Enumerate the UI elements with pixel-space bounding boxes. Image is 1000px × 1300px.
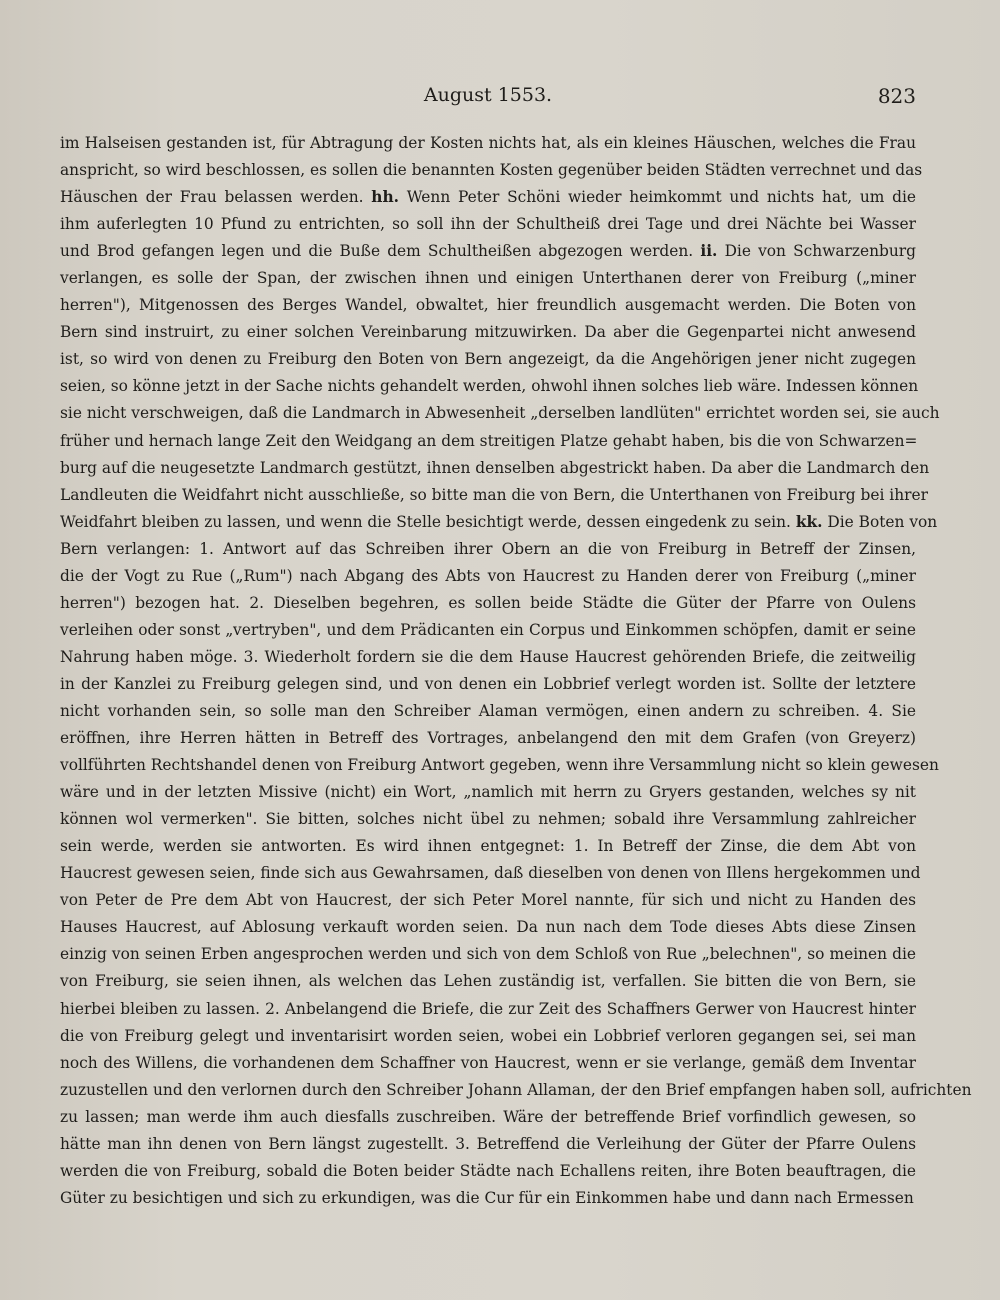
text-line [60,752,939,779]
text-line [60,292,916,319]
text-segment: ist, so wird von denen zu Freiburg den Boten von Bern angezeigt, da die Angehörigen jener nicht zugegen [60,350,916,369]
text-line [60,482,928,509]
text-line [60,536,916,563]
text-segment: noch des Willens, die vorhandenen dem Schaffner von Haucrest, wenn er sie verlange, gemäß dem Inventar [60,1053,916,1072]
text-segment: Landleuten die Weidfahrt nicht ausschließe, so bitte man die von Bern, die Unterthanen von Freiburg bei ihrer [60,485,928,504]
text-segment: und Brod gefangen legen und die Buße dem Schultheißen abgezogen werden. [60,242,701,261]
text-line [60,941,916,968]
text-segment: eröffnen, ihre Herren hätten in Betreff des Vortrages, anbelangend den mit dem Grafen (von Greyerz) [60,729,916,748]
text-line [60,157,923,184]
text-segment: werden die von Freiburg, sobald die Boten beider Städte nach Echallens reiten, ihre Boten beauftragen, die [60,1161,916,1180]
text-segment: herren"), Mitgenossen des Berges Wandel, obwaltet, hier freundlich ausgemacht werden. Die Boten von [60,296,916,315]
text-segment: burg auf die neugesetzte Landmarch gestützt, ihnen denselben abgestrickt haben. Da aber die Landmarch den [60,458,930,477]
text-line [60,373,919,400]
text-segment: nicht vorhanden sein, so solle man den Schreiber Alaman vermögen, einen andern zu schreiben. 4. Sie [60,701,916,720]
text-line [60,698,916,725]
text-segment: die von Freiburg gelegt und inventarisirt worden seien, wobei ein Lobbrief verloren gegangen sei, sei man [60,1026,916,1045]
page-number: 823 [877,84,916,108]
text-line [60,887,916,914]
section-marker: kk. [795,512,823,531]
text-segment: verlangen, es solle der Span, der zwischen ihnen und einigen Unterthanen derer von Freiburg („miner [60,269,916,288]
text-segment: Bern sind instruirt, zu einer solchen Vereinbarung mitzuwirken. Da aber die Gegenpartei nicht anwesend [60,323,916,342]
text-segment: wäre und in der letzten Missive (nicht) ein Wort, „namlich mit herrn zu Gryers gestanden, welches sy nit [60,783,916,802]
text-line [60,130,916,157]
text-line [60,671,916,698]
text-line [60,996,916,1023]
text-line [60,184,916,211]
section-marker: hh. [371,188,400,207]
text-line [60,1131,916,1158]
text-segment: hätte man ihn denen von Bern längst zugestellt. 3. Betreffend die Verleihung der Güter der Pfarre Oulens [60,1134,916,1153]
text-segment: Wenn Peter Schöni wieder heimkommt und nichts hat, um die [399,188,916,207]
text-segment: Weidfahrt bleiben zu lassen, und wenn die Stelle besichtigt werde, dessen eingedenk zu sein. [60,512,796,531]
body-text [60,130,972,1212]
text-segment: herren") bezogen hat. 2. Dieselben begehren, es sollen beide Städte die Güter der Pfarre von Oulens [60,593,916,612]
text-line [60,1023,916,1050]
text-segment: Nahrung haben möge. 3. Wiederholt fordern sie die dem Hause Haucrest gehörenden Briefe, die zeitweilig [60,647,916,666]
text-line [60,1077,972,1104]
text-line [60,860,921,887]
text-line [60,1158,916,1185]
text-line [60,509,938,536]
text-line [60,1050,916,1077]
text-line [60,806,916,833]
page-header [60,84,916,114]
running-title: August 1553. [423,84,553,106]
text-segment: zuzustellen und den verlornen durch den Schreiber Johann Allaman, der den Brief empfangen haben soll, aufrichten [60,1080,972,1099]
text-segment: in der Kanzlei zu Freiburg gelegen sind, und von denen ein Lobbrief verlegt worden ist. Sollte der letztere [60,674,916,693]
text-line [60,400,940,427]
text-segment: früher und hernach lange Zeit den Weidgang an dem streitigen Platze gehabt haben, bis die von Schwarzen= [60,431,918,450]
text-segment: ihm auferlegten 10 Pfund zu entrichten, so soll ihn der Schultheiß drei Tage und drei Nächte bei Wasser [60,215,916,234]
text-segment: von Freiburg, sie seien ihnen, als welchen das Lehen zuständig ist, verfallen. Sie bitten die von Bern, sie [60,972,916,991]
text-line [60,319,916,346]
text-line [60,968,916,995]
text-segment: sie nicht verschweigen, daß die Landmarch in Abwesenheit „derselben landlüten" errichtet worden sei, sie auch [60,404,940,423]
text-segment: anspricht, so wird beschlossen, es sollen die benannten Kosten gegenüber beiden Städten verrechnet und das [60,161,923,180]
text-segment: Haucrest gewesen seien, finde sich aus Gewahrsamen, daß dieselben von denen von Illens hergekommen und [60,864,921,883]
text-segment: verleihen oder sonst „vertryben", und dem Prädicanten ein Corpus und Einkommen schöpfen, damit er seine [60,620,916,639]
text-line [60,346,916,373]
text-segment: im Halseisen gestanden ist, für Abtragung der Kosten nichts hat, als ein kleines Häuschen, welches die Frau [60,134,916,152]
text-segment: hierbei bleiben zu lassen. 2. Anbelangend die Briefe, die zur Zeit des Schaffners Gerwer von Haucrest hinter [60,999,916,1018]
text-line [60,1185,916,1212]
text-segment: Güter zu besichtigen und sich zu erkundigen, was die Cur für ein Einkommen habe und dann nach Ermessen [60,1188,914,1207]
section-marker: ii. [700,242,718,261]
text-segment: Die Boten von [822,512,938,531]
text-segment: Bern verlangen: 1. Antwort auf das Schreiben ihrer Obern an die von Freiburg in Betreff der Zinsen, [60,539,916,558]
text-segment: Häuschen der Frau belassen werden. [60,188,372,207]
text-line [60,428,916,455]
text-segment: seien, so könne jetzt in der Sache nichts gehandelt werden, ohwohl ihnen solches lieb wäre. Indessen können [60,377,919,396]
text-segment: vollführten Rechtshandel denen von Freiburg Antwort gegeben, wenn ihre Versammlung nicht so klein gewesen [60,756,939,775]
text-line [60,914,916,941]
text-segment: die der Vogt zu Rue („Rum") nach Abgang des Abts von Haucrest zu Handen derer von Freiburg („miner [60,566,916,585]
text-segment: einzig von seinen Erben angesprochen werden und sich von dem Schloß von Rue „belechnen", so meinen die [60,945,916,964]
text-line [60,725,916,752]
text-line [60,833,916,860]
text-line [60,617,916,644]
text-segment: sein werde, werden sie antworten. Es wird ihnen entgegnet: 1. In Betreff der Zinse, die dem Abt von [60,837,916,856]
text-line [60,238,916,265]
text-segment: zu lassen; man werde ihm auch diesfalls zuschreiben. Wäre der betreffende Brief vorfindlich gewesen, so [60,1107,916,1126]
text-line [60,265,916,292]
text-line [60,644,916,671]
text-segment: Hauses Haucrest, auf Ablosung verkauft worden seien. Da nun nach dem Tode dieses Abts diese Zinsen [60,918,916,937]
text-line [60,1104,916,1131]
text-segment: können wol vermerken". Sie bitten, solches nicht übel zu nehmen; sobald ihre Versammlung zahlreicher [60,810,916,829]
text-line [60,211,916,238]
text-line [60,779,916,806]
text-line [60,455,930,482]
text-line [60,590,916,617]
text-line [60,563,916,590]
text-segment: Die von Schwarzenburg [717,242,917,261]
text-segment: von Peter de Pre dem Abt von Haucrest, der sich Peter Morel nannte, für sich und nicht zu Handen des [60,891,916,910]
